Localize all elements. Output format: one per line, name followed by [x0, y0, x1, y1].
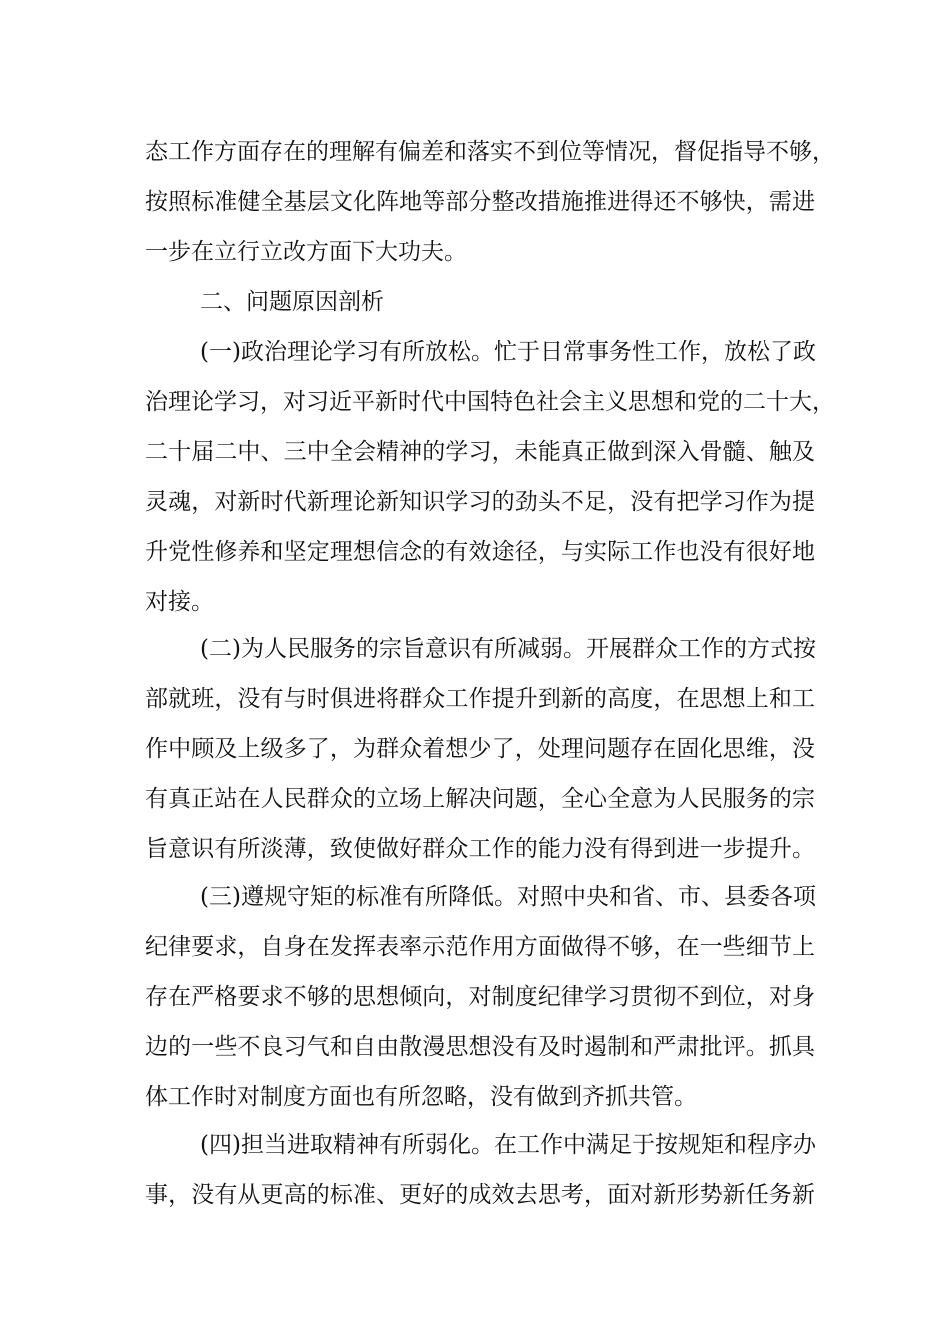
text-line: (三)遵规守矩的标准有所降低。对照中央和省、市、县委各项	[200, 884, 816, 910]
text-line: 态工作方面存在的理解有偏差和落实不到位等情况，督促指导不够，	[145, 139, 835, 165]
text-line: 二十届二中、三中全会精神的学习，未能真正做到深入骨髓、触及	[145, 439, 815, 465]
text-line: 事，没有从更高的标准、更好的成效去思考，面对新形势新任务新	[145, 1182, 815, 1208]
text-line: 对接。	[145, 589, 214, 615]
text-line: (四)担当进取精神有所弱化。在工作中满足于按规矩和程序办	[200, 1132, 816, 1158]
text-line: 部就班，没有与时俱进将群众工作提升到新的高度，在思想上和工	[145, 686, 815, 712]
text-line: 旨意识有所淡薄，致使做好群众工作的能力没有得到进一步提升。	[145, 836, 815, 862]
text-line: 作中顾及上级多了，为群众着想少了，处理问题存在固化思维，没	[145, 736, 815, 762]
text-line: 边的一些不良习气和自由散漫思想没有及时遏制和严肃批评。抓具	[145, 1034, 815, 1060]
text-line: 升党性修养和坚定理想信念的有效途径，与实际工作也没有很好地	[145, 539, 815, 565]
text-line: 体工作时对制度方面也有所忽略，没有做到齐抓共管。	[145, 1084, 697, 1110]
text-line: 治理论学习，对习近平新时代中国特色社会主义思想和党的二十大，	[145, 389, 835, 415]
text-line: 纪律要求，自身在发挥表率示范作用方面做得不够，在一些细节上	[145, 934, 815, 960]
text-line: 按照标准健全基层文化阵地等部分整改措施推进得还不够快，需进	[145, 189, 815, 215]
text-line: 灵魂，对新时代新理论新知识学习的劲头不足，没有把学习作为提	[145, 489, 815, 515]
text-line: 一步在立行立改方面下大功夫。	[145, 239, 467, 265]
text-line: 有真正站在人民群众的立场上解决问题，全心全意为人民服务的宗	[145, 786, 815, 812]
text-line: (一)政治理论学习有所放松。忙于日常事务性工作，放松了政	[200, 339, 816, 365]
text-line: 存在严格要求不够的思想倾向，对制度纪律学习贯彻不到位，对身	[145, 984, 815, 1010]
text-line: (二)为人民服务的宗旨意识有所减弱。开展群众工作的方式按	[200, 636, 816, 662]
section-heading: 二、问题原因剖析	[200, 289, 384, 315]
